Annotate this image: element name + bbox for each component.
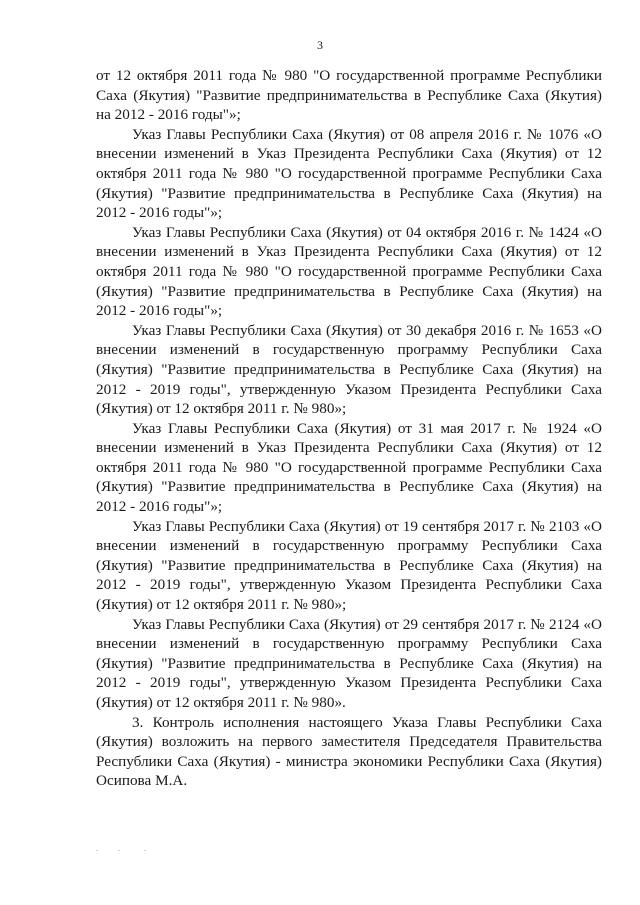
paragraph-decree-1653: Указ Главы Республики Саха (Якутия) от 30 декабря 2016 г. № 1653 «О внесении изменений в государственную программу Республики Саха (Якутия) "Развитие предпринимательства в Республике Саха (Якутия) на 2012 - 2019 годы", утвержденную Указом Президента Республики Саха (Якутия) от 12 октября 2011 г. № 980»; bbox=[96, 321, 602, 418]
paragraph-decree-2124: Указ Главы Республики Саха (Якутия) от 29 сентября 2017 г. № 2124 «О внесении изменений в государственную программу Республики Саха (Якутия) "Развитие предпринимательства в Республике Саха (Якутия) на 2012 - 2019 годы", утвержденную Указом Президента Республики Саха (Якутия) от 12 октября 2011 г. № 980». bbox=[96, 615, 602, 711]
paragraph-decree-1424: Указ Главы Республики Саха (Якутия) от 04 октября 2016 г. № 1424 «О внесении изменений в Указ Президента Республики Саха (Якутия) от 12 октября 2011 года № 980 "О государственной программе Республики Саха (Якутия) "Развитие предпринимательства в Республике Саха (Якутия) на 2012 - 2016 годы"»; bbox=[96, 223, 602, 320]
paragraph-item-3-control: 3. Контроль исполнения настоящего Указа Главы Республики Саха (Якутия) возложить на первого заместителя Председателя Правительства Республики Саха (Якутия) - министра экономики Республики Саха (Якутия) Осипова М.А. bbox=[96, 713, 602, 790]
document-body bbox=[96, 66, 602, 791]
scan-artifact bbox=[96, 850, 156, 852]
paragraph-decree-2103: Указ Главы Республики Саха (Якутия) от 19 сентября 2017 г. № 2103 «О внесении изменений в государственную программу Республики Саха (Якутия) "Развитие предпринимательства в Республике Саха (Якутия) на 2012 - 2019 годы", утвержденную Указом Президента Республики Саха (Якутия) от 12 октября 2011 г. № 980»; bbox=[96, 517, 602, 614]
paragraph-continuation: от 12 октября 2011 года № 980 "О государственной программе Республики Саха (Якутия) "Развитие предпринимательства в Республике Саха (Якутия) на 2012 - 2016 годы"»; bbox=[96, 67, 602, 124]
paragraph-decree-1076: Указ Главы Республики Саха (Якутия) от 08 апреля 2016 г. № 1076 «О внесении изменений в Указ Президента Республики Саха (Якутия) от 12 октября 2011 года № 980 "О государственной программе Республики Саха (Якутия) "Развитие предпринимательства в Республике Саха (Якутия) на 2012 - 2016 годы"»; bbox=[96, 125, 602, 222]
page-number: 3 bbox=[317, 38, 323, 52]
paragraph-decree-1924: Указ Главы Республики Саха (Якутия) от 31 мая 2017 г. № 1924 «О внесении изменений в Указ Президента Республики Саха (Якутия) от 12 октября 2011 года № 980 "О государственной программе Республики Саха (Якутия) "Развитие предпринимательства в Республике Саха (Якутия) на 2012 - 2016 годы"»; bbox=[96, 419, 602, 516]
